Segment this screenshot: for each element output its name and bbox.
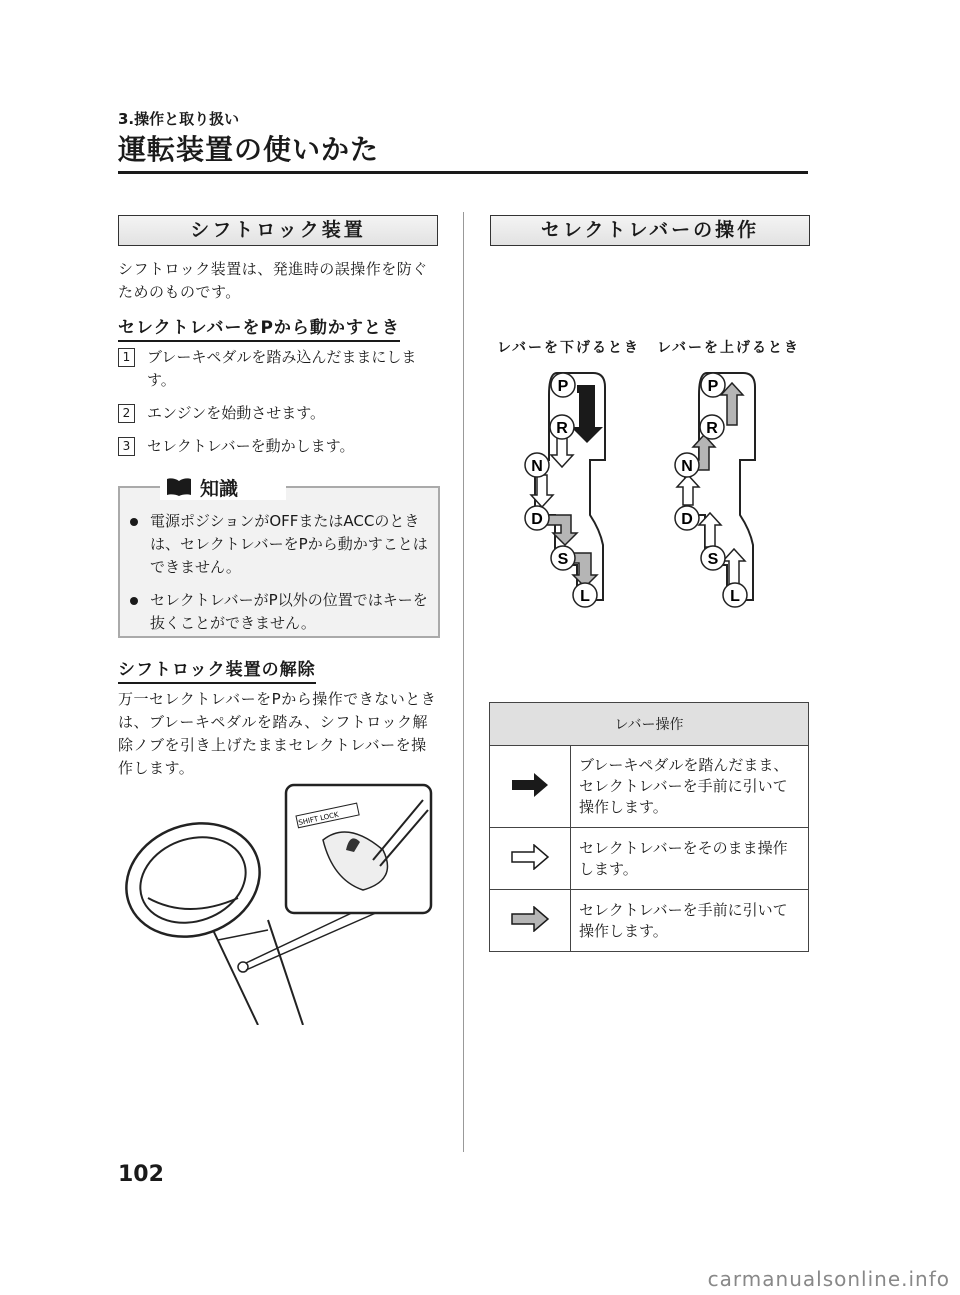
column-divider [463,212,464,1152]
page-number: 102 [118,1162,164,1187]
gear-s: S [557,551,569,568]
step-text: セレクトレバーを動かします。 [147,437,355,455]
subheading-text: セレクトレバーをPから動かすとき [118,313,400,342]
gear-r: R [706,420,718,437]
table-row [490,890,809,952]
shiftlock-illustration [118,780,438,1025]
steps-list [118,346,438,458]
gear-d: D [681,511,693,528]
gate-diagram-down [515,365,625,610]
knowledge-box [118,486,440,638]
step-text: エンジンを始動させます。 [147,404,326,422]
step-number: 2 [118,404,135,423]
gear-n: N [681,458,693,475]
subheading-move-from-p [118,313,400,342]
knowledge-label-text: 知識 [200,477,239,500]
bullet-icon [130,597,138,605]
arrow-cell [490,828,571,890]
shiftlock-intro: シフトロック装置は、発進時の誤操作を防ぐためのものです。 [118,260,428,301]
note-text: セレクトレバーがP以外の位置ではキーを抜くことができません。 [150,591,428,632]
gear-s: S [707,551,719,568]
table-row [490,828,809,890]
chapter-label: 3.操作と取り扱い [118,110,240,128]
solid-black-arrow-icon [510,772,550,798]
gray-arrow-icon [510,906,550,932]
gear-r: R [556,420,568,437]
arrow-cell [490,890,571,952]
row-text: セレクトレバーをそのまま操作します。 [571,828,809,890]
shiftlock-label: SHIFT LOCK [297,810,340,827]
row-text: ブレーキペダルを踏んだまま、セレクトレバーを手前に引いて操作します。 [571,746,809,828]
step-text: ブレーキペダルを踏み込んだままにします。 [147,348,417,389]
gate-diagram-up [665,365,775,610]
step-2 [118,402,438,425]
note-item-1 [130,510,430,579]
gear-l: L [730,588,740,605]
note-text: 電源ポジションがOFFまたはACCのときは、セレクトレバーをPから動かすことはできません。 [150,512,428,576]
step-1 [118,346,438,392]
label-lever-down: レバーを下げるとき [497,340,641,356]
page-title: 運転装置の使いかた [118,133,380,166]
arrow-cell [490,746,571,828]
gear-p: P [707,378,719,395]
table-header: レバー操作 [490,703,809,746]
gear-n: N [531,458,543,475]
release-text: 万一セレクトレバーをPから操作できないときは、ブレーキペダルを踏み、シフトロック解除ノブを引き上げたままセレクトレバーを操作します。 [118,690,437,777]
lever-operation-table [489,702,809,952]
step-number: 3 [118,437,135,456]
note-item-2 [130,589,430,635]
label-lever-up: レバーを上げるとき [657,340,801,356]
row-text: セレクトレバーを手前に引いて操作します。 [571,890,809,952]
table-row [490,746,809,828]
watermark: carmanualsonline.info [707,1267,950,1291]
section-title-select-lever: セレクトレバーの操作 [490,215,810,246]
step-number: 1 [118,348,135,367]
bullet-icon [130,518,138,526]
gear-d: D [531,511,543,528]
white-arrow-icon [510,844,550,870]
book-icon [166,477,192,497]
step-3 [118,435,438,458]
gear-l: L [580,588,590,605]
gear-p: P [557,378,569,395]
subheading-text: シフトロック装置の解除 [118,655,316,684]
section-title-shiftlock: シフトロック装置 [118,215,438,246]
knowledge-label [160,474,286,500]
subheading-release [118,655,316,684]
title-rule [118,171,808,174]
